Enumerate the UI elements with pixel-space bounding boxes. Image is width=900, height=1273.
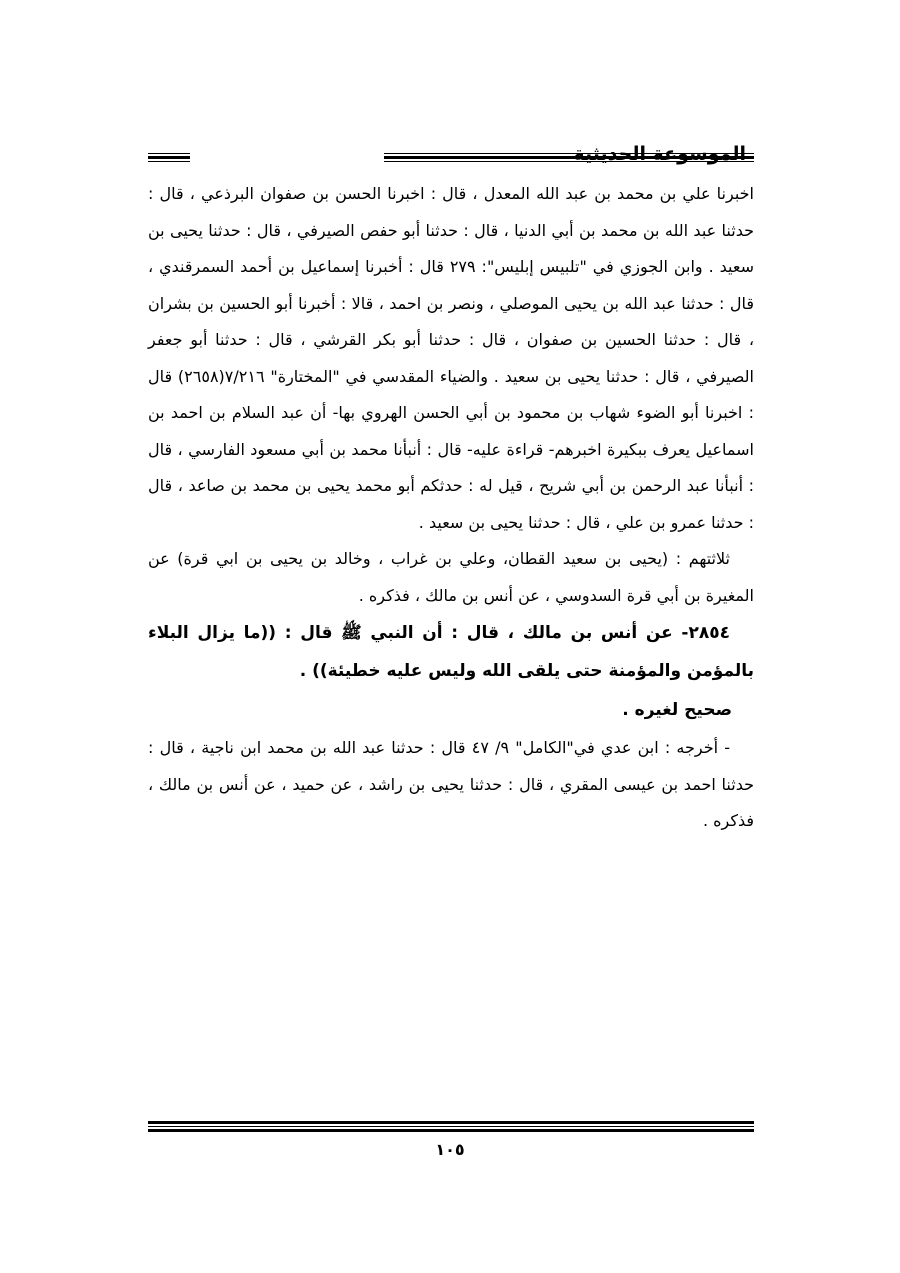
- sanad-paragraph: اخبرنا علي بن محمد بن عبد الله المعدل ، قال : اخبرنا الحسن بن صفوان البرذعي ، قال : حدثنا عبد الله بن محمد بن أبي الدنيا ، قال : حدثنا أبو حفص الصيرفي ، قال : حدثنا يحيى بن سعيد . وابن الجوزي في "تلبيس إبليس": ٢٧٩ قال : أخبرنا إسماعيل بن أحمد السمرقندي ، قال : حدثنا عبد الله بن يحيى الموصلي ، ونصر بن احمد ، قالا : أخبرنا أبو الحسين بن بشران ، قال : حدثنا الحسين بن صفوان ، قال : حدثنا أبو بكر القرشي ، قال : حدثنا أبو جعفر الصيرفي ، قال : حدثنا يحيى بن سعيد . والضياء المقدسي في "المختارة" ٧/٢١٦(٢٦٥٨) قال : اخبرنا أبو الضوء شهاب بن محمود بن أبي الحسن الهروي بها- أن عبد السلام بن احمد بن اسماعيل يعرف ببكيرة اخبرهم- قراءة عليه- قال : أنبأنا محمد بن أبي مسعود الفارسي ، قال : أنبأنا عبد الرحمن بن أبي شريح ، قيل له : حدثكم أبو محمد يحيى بن محمد بن صاعد ، قال : حدثنا عمرو بن علي ، قال : حدثنا يحيى بن سعيد .: [148, 184, 754, 532]
- summary-paragraph: ثلاثتهم : (يحيى بن سعيد القطان، وعلي بن غراب ، وخالد بن يحيى بن ابي قرة) عن المغيرة بن أبي قرة السدوسي ، عن أنس بن مالك ، فذكره .: [148, 549, 754, 605]
- footer-rule: [148, 1121, 754, 1133]
- page-number: ١٠٥: [435, 1140, 465, 1159]
- takhrij-paragraph: - أخرجه : ابن عدي في"الكامل" ٩/ ٤٧ قال : حدثنا عبد الله بن محمد ابن ناجية ، قال : حدثنا احمد بن عيسى المقري ، قال : حدثنا يحيى بن راشد ، عن حميد ، عن أنس بن مالك ، فذكره .: [148, 738, 754, 830]
- page-body: [148, 176, 754, 840]
- hadith-text: ٢٨٥٤- عن أنس بن مالك ، قال : أن النبي ﷺ قال : ((ما يزال البلاء بالمؤمن والمؤمنة حتى يلقى الله وليس عليه خطيئة)) .: [148, 623, 754, 681]
- running-header: [148, 140, 754, 170]
- running-header-title: الموسوعة الحديثية: [573, 143, 746, 165]
- hadith-grade: صحيح لغيره .: [622, 700, 732, 720]
